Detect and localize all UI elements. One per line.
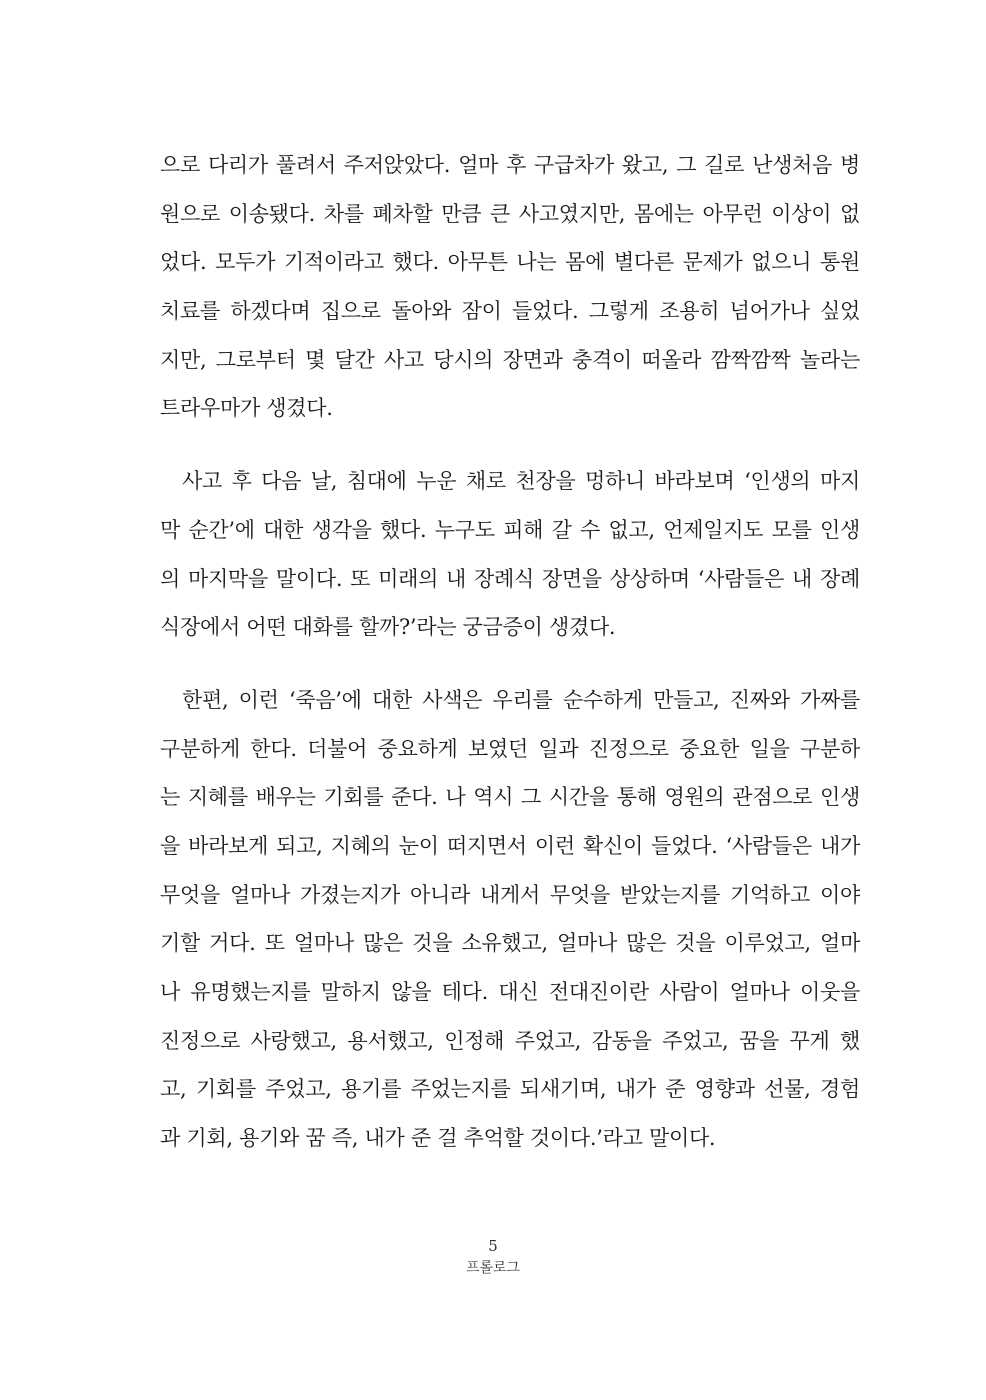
text-line: 나 유명했는지를 말하지 않을 테다. 대신 전대진이란 사람이 얼마나 이웃을 <box>160 980 860 1004</box>
chapter-title: 프롤로그 <box>465 1260 521 1276</box>
text-line: 사고 후 다음 날, 침대에 누운 채로 천장을 멍하니 바라보며 ‘인생의 마지 <box>182 469 860 494</box>
paragraph-1 <box>160 143 860 435</box>
page-number: 5 <box>488 1237 498 1255</box>
text-line: 과 기회, 용기와 꿈 즉, 내가 준 걸 추억할 것이다.’라고 말이다. <box>160 1126 716 1151</box>
text-line: 지만, 그로부터 몇 달간 사고 당시의 장면과 충격이 떠올라 깜짝깜짝 놀라는 <box>160 347 860 372</box>
text-line: 트라우마가 생겼다. <box>160 396 333 421</box>
text-line: 구분하게 한다. 더불어 중요하게 보였던 일과 진정으로 중요한 일을 구분하 <box>160 736 860 761</box>
text-line: 진정으로 사랑했고, 용서했고, 인정해 주었고, 감동을 주었고, 꿈을 꾸게 했 <box>160 1028 860 1053</box>
paragraph-3 <box>160 678 860 1165</box>
body-text <box>160 143 860 1189</box>
paragraph-2 <box>160 459 860 654</box>
text-line: 의 마지막을 말이다. 또 미래의 내 장례식 장면을 상상하며 ‘사람들은 내 장례 <box>160 566 860 591</box>
text-line: 고, 기회를 주었고, 용기를 주었는지를 되새기며, 내가 준 영향과 선물, 경험 <box>160 1077 860 1102</box>
text-line: 한편, 이런 ‘죽음’에 대한 사색은 우리를 순수하게 만들고, 진짜와 가짜를 <box>182 687 860 712</box>
text-line: 기할 거다. 또 얼마나 많은 것을 소유했고, 얼마나 많은 것을 이루었고, 얼마 <box>160 931 860 956</box>
text-line: 막 순간’에 대한 생각을 했다. 누구도 피해 갈 수 없고, 언제일지도 모를 인생 <box>160 517 860 542</box>
text-line: 었다. 모두가 기적이라고 했다. 아무튼 나는 몸에 별다른 문제가 없으니 통원 <box>160 250 860 275</box>
text-line: 치료를 하겠다며 집으로 돌아와 잠이 들었다. 그렇게 조용히 넘어가나 싶었 <box>160 299 860 324</box>
text-line: 으로 다리가 풀려서 주저앉았다. 얼마 후 구급차가 왔고, 그 길로 난생처음 병 <box>160 153 860 177</box>
text-line: 식장에서 어떤 대화를 할까?’라는 궁금증이 생겼다. <box>160 615 616 640</box>
page-footer <box>0 1236 986 1278</box>
text-line: 원으로 이송됐다. 차를 폐차할 만큼 큰 사고였지만, 몸에는 아무런 이상이 없 <box>160 201 860 226</box>
text-line: 는 지혜를 배우는 기회를 준다. 나 역시 그 시간을 통해 영원의 관점으로 인생 <box>160 785 860 810</box>
text-line: 무엇을 얼마나 가졌는지가 아니라 내게서 무엇을 받았는지를 기억하고 이야 <box>160 882 860 907</box>
text-line: 을 바라보게 되고, 지혜의 눈이 떠지면서 이런 확신이 들었다. ‘사람들은 내가 <box>160 833 860 858</box>
